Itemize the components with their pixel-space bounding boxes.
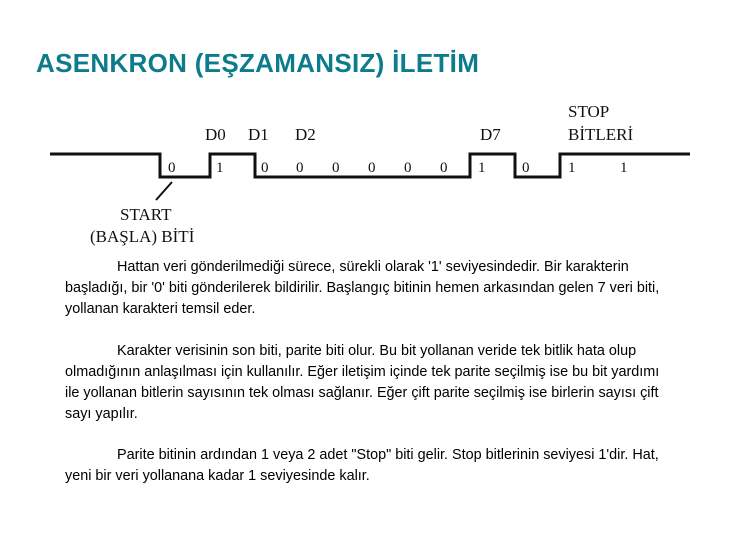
label-d0: D0 <box>205 125 226 144</box>
paragraph-3: Parite bitinin ardından 1 veya 2 adet "Stop" biti gelir. Stop bitlerinin seviyesi 1'dir. Hat, yeni bir veri yollanana kadar 1 seviyesinde kalır. <box>65 447 659 485</box>
body-text <box>65 257 670 488</box>
bit-value-11: 1 <box>620 160 628 176</box>
caption-start-line1: START <box>120 205 172 224</box>
bit-value-6: 0 <box>404 160 412 176</box>
bit-value-8: 1 <box>478 160 486 176</box>
paragraph-2: Karakter verisinin son biti, parite biti olur. Bu bit yollanan veride tek bitlik hata olup olmadığının anlaşılması için kullanılır. Eğer iletişim içinde tek parite seçilmiş ise bu bit yardımı ile yollanan bitlerin sayısının tek olması sağlanır. Eğer çift parite seçilmiş ise birlerin sayısı çift sayı yapılır. <box>65 342 660 423</box>
waveform-diagram <box>50 92 690 247</box>
paragraph-1: Hattan veri gönderilmediği sürece, sürekli olarak '1' seviyesindedir. Bir karakterin başladığı, bir '0' biti gönderilerek bildirilir. Başlangıç bitinin hemen arkasından gelen 7 veri biti, yollanan karakteri temsil eder. <box>65 259 660 318</box>
label-d2: D2 <box>295 125 316 144</box>
bit-value-0: 0 <box>168 160 176 176</box>
bit-value-4: 0 <box>332 160 340 176</box>
label-d7: D7 <box>480 125 501 144</box>
bit-value-1: 1 <box>216 160 224 176</box>
bit-value-3: 0 <box>296 160 304 176</box>
bit-value-2: 0 <box>261 160 269 176</box>
bit-value-9: 0 <box>522 160 530 176</box>
bit-value-7: 0 <box>440 160 448 176</box>
bit-value-5: 0 <box>368 160 376 176</box>
page-title: ASENKRON (EŞZAMANSIZ) İLETİM <box>36 48 480 78</box>
label-stop-line1: STOP <box>568 102 610 121</box>
label-d1: D1 <box>248 125 269 144</box>
bit-value-10: 1 <box>568 160 576 176</box>
caption-start-line2: (BAŞLA) BİTİ <box>90 227 195 246</box>
label-stop-line2: BİTLERİ <box>568 125 634 144</box>
start-bit-pointer <box>156 182 172 200</box>
